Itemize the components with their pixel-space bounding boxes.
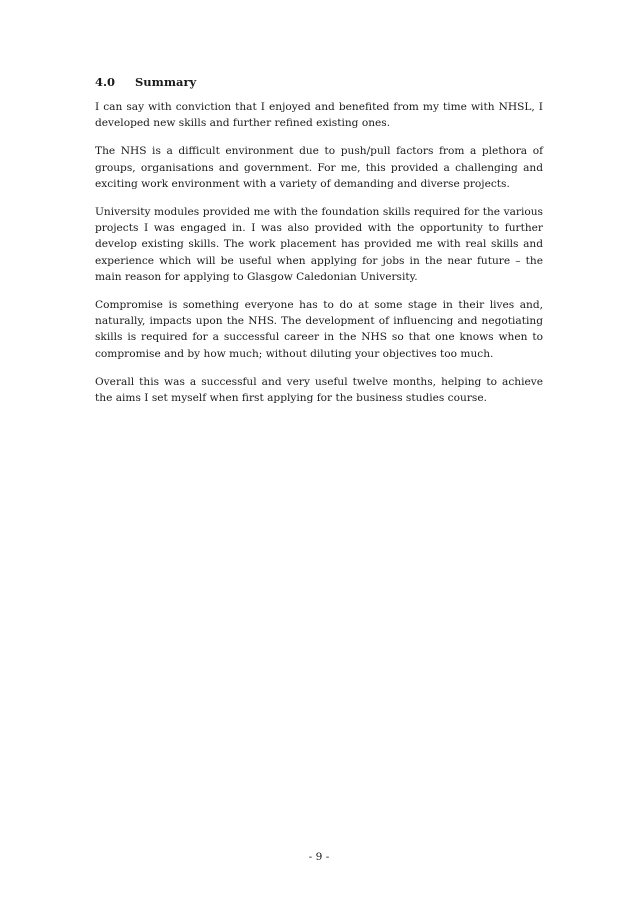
paragraph-1: I can say with conviction that I enjoyed and benefited from my time with NHSL, I developed new skills and further refined existing ones.	[95, 101, 543, 130]
paragraph-5: Overall this was a successful and very useful twelve months, helping to achieve the aims I set myself when first applying for the business studies course.	[95, 375, 543, 405]
section-number: 4.0	[95, 75, 116, 89]
paragraph-3: University modules provided me with the foundation skills required for the various projects I was engaged in. I was also provided with the opportunity to further develop existing skills. The work placement has provided me with real skills and experience which will be useful when applying for jobs in the near future – the main reason for applying to Glasgow Caledonian University.	[95, 206, 543, 283]
paragraph-2: The NHS is a difficult environment due to push/pull factors from a plethora of groups, organisations and government. For me, this provided a challenging and exciting work environment with a variety of demanding and diverse projects.	[95, 145, 543, 190]
section-title: Summary	[135, 75, 197, 89]
paragraph-4: Compromise is something everyone has to do at some stage in their lives and, naturally, impacts upon the NHS. The development of influencing and negotiating skills is required for a successful career in the NHS so that one knows when to compromise and by how much; without diluting your objectives too much.	[95, 299, 543, 360]
document-page	[95, 74, 543, 418]
page-number: - 9 -	[308, 851, 330, 863]
section-heading	[95, 74, 543, 90]
